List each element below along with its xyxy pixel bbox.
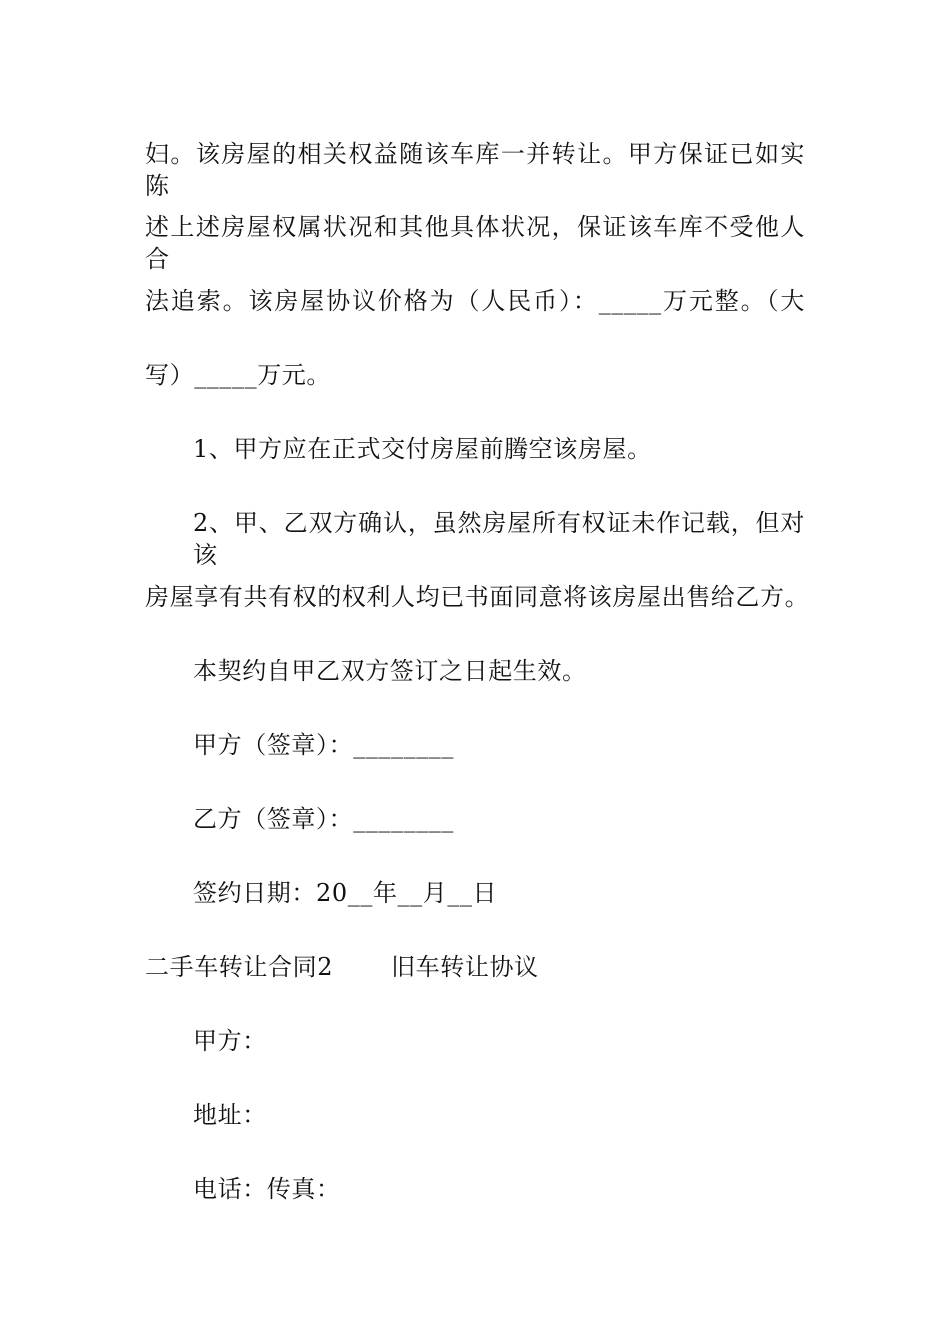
clause-2-line-2: 房屋享有共有权的权利人均已书面同意将该房屋出售给乙方。 [145,583,810,611]
signing-date: 签约日期：20__年__月__日 [193,879,498,907]
party-b-signature: 乙方（签章）：________ [193,805,454,833]
paragraph-line-4: 写）_____万元。 [145,361,331,389]
section-heading-right: 旧车转让协议 [391,953,539,981]
phone-fax-label: 电话：传真： [193,1175,341,1203]
party-a-signature: 甲方（签章）：________ [193,731,454,759]
address-label: 地址： [193,1101,267,1129]
paragraph-line-2: 述上述房屋权属状况和其他具体状况，保证该车库不受他人合 [145,213,805,273]
paragraph-line-1: 妇。该房屋的相关权益随该车库一并转让。甲方保证已如实陈 [145,140,805,200]
effective-clause: 本契约自甲乙双方签订之日起生效。 [193,657,587,685]
clause-1: 1、甲方应在正式交付房屋前腾空该房屋。 [193,435,652,463]
paragraph-line-3: 法追索。该房屋协议价格为（人民币）：_____万元整。（大 [145,287,805,315]
clause-2-line-1: 2、甲、乙双方确认，虽然房屋所有权证未作记载，但对该 [193,509,805,569]
section-heading [145,951,815,983]
section-heading-left: 二手车转让合同2 [145,953,334,981]
party-a-label: 甲方： [193,1027,267,1055]
